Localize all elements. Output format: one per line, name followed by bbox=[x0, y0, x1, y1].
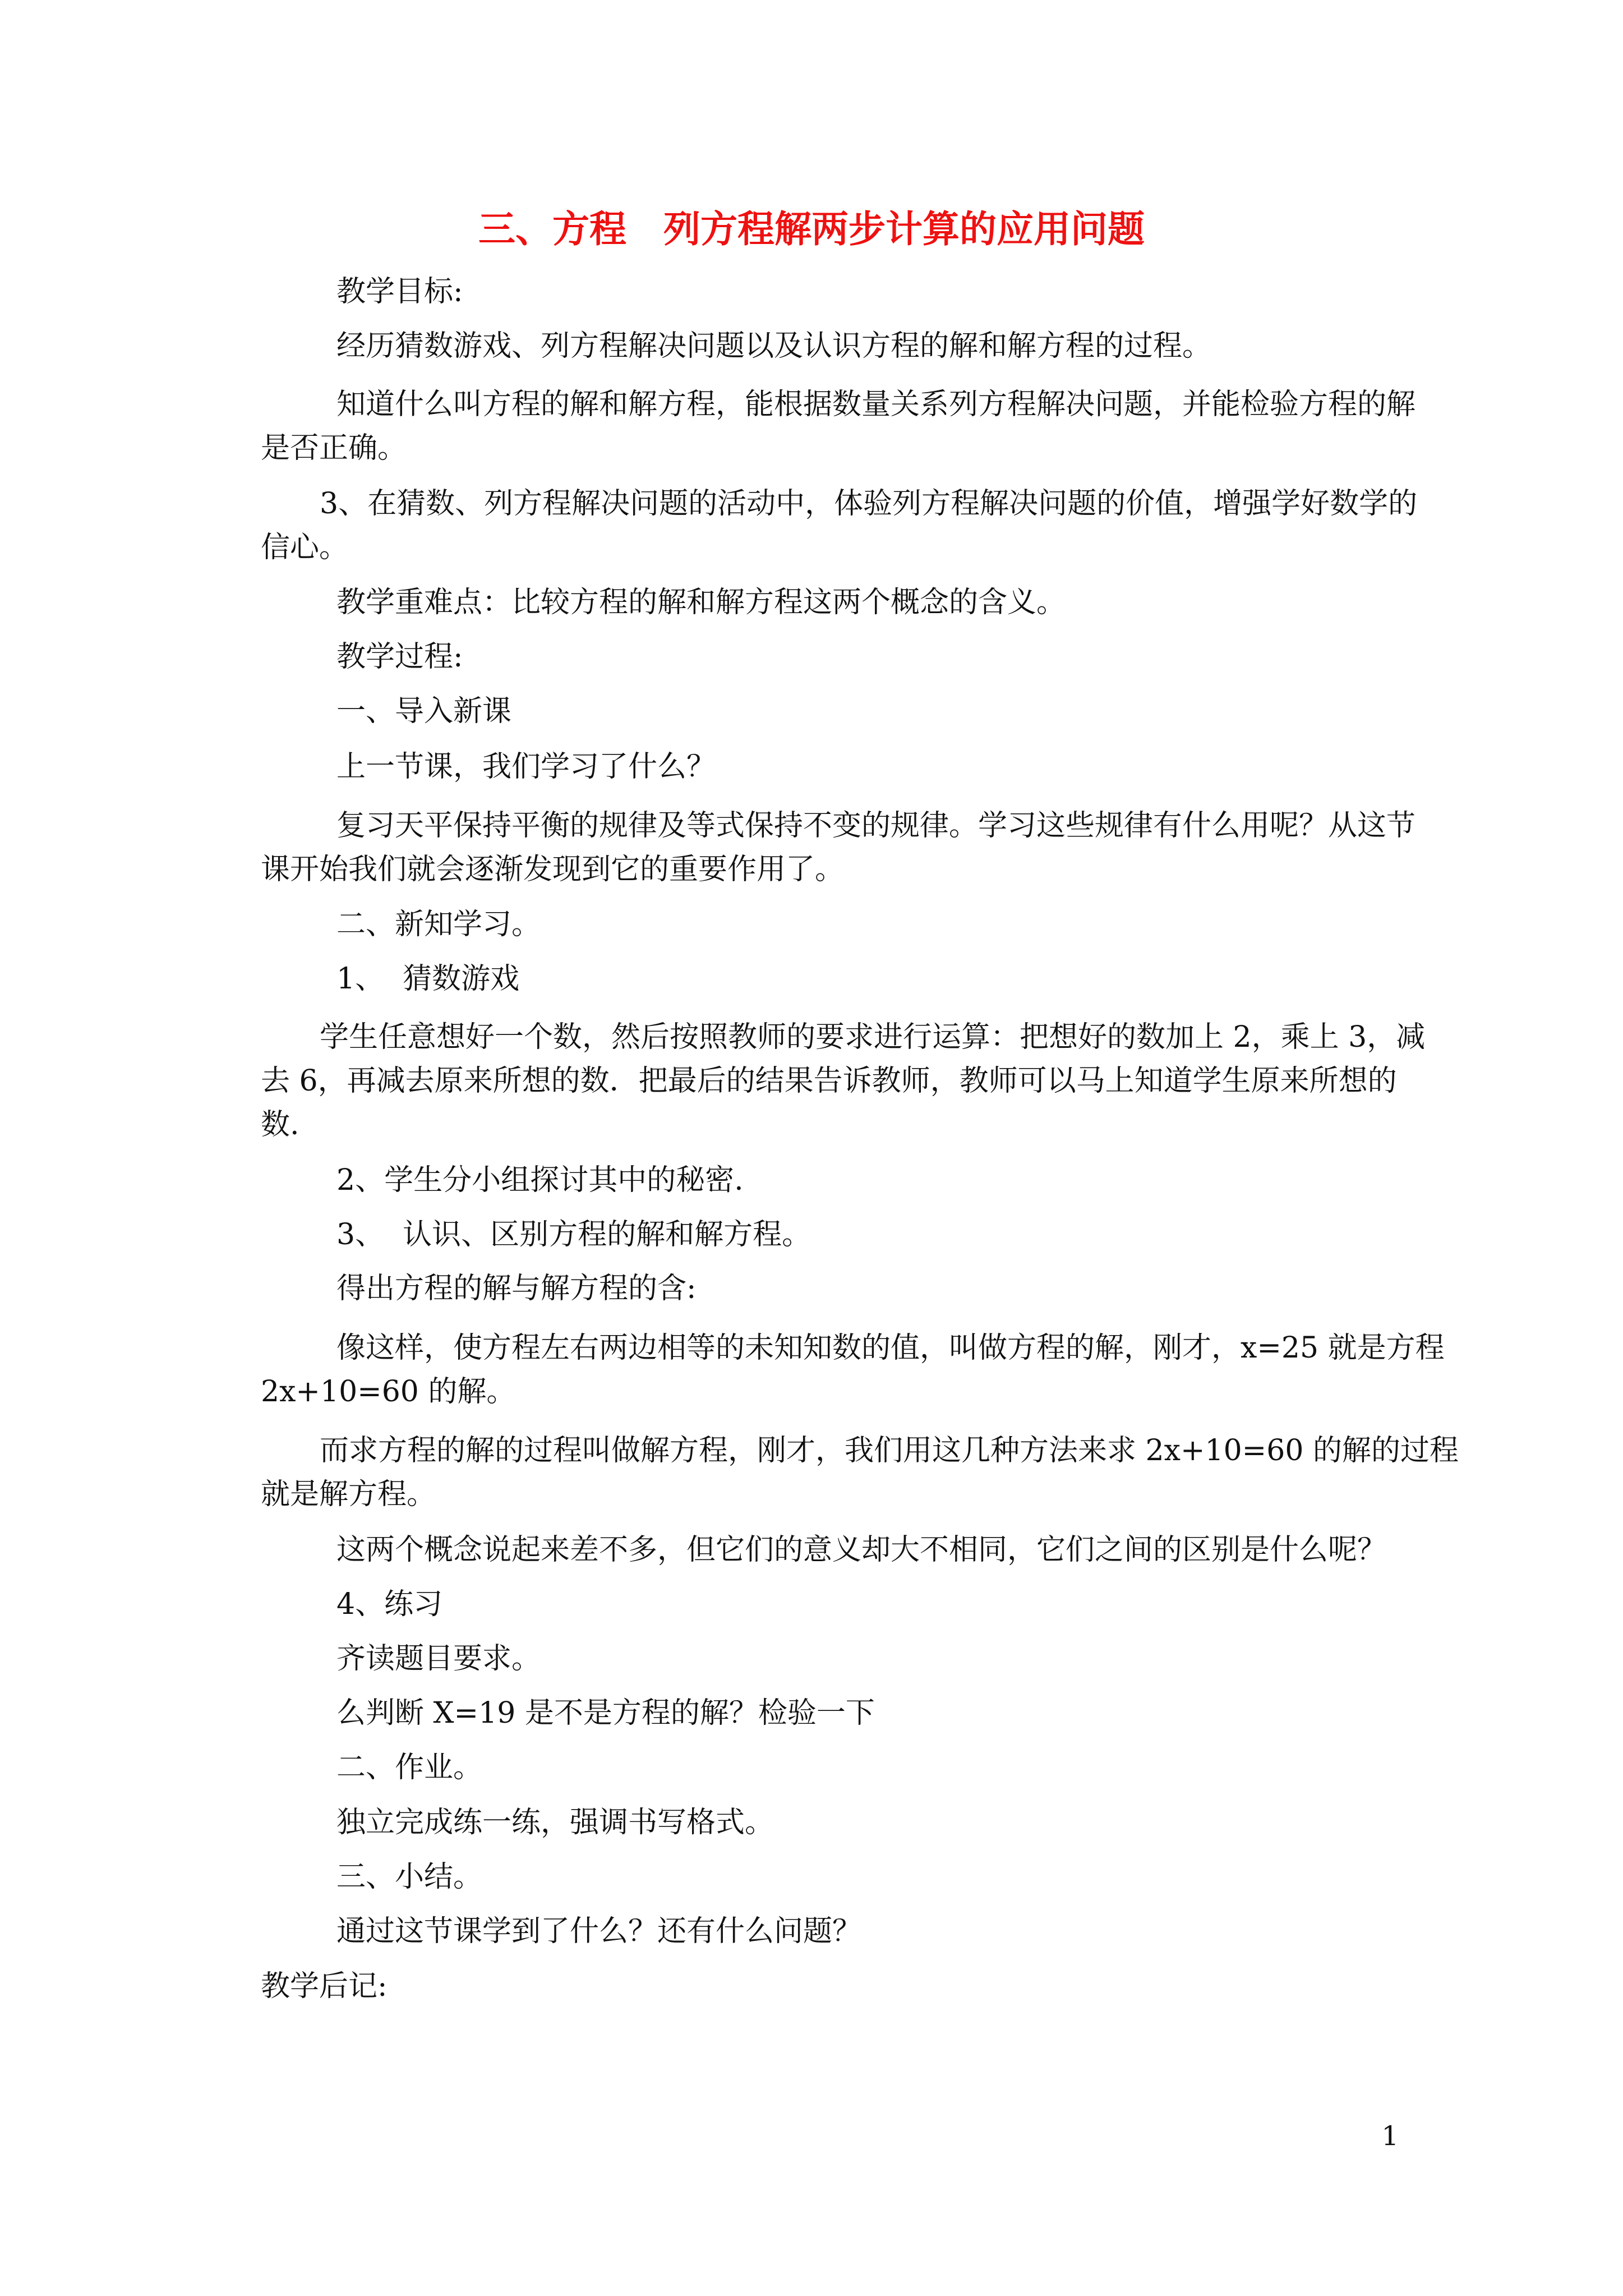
paragraph-line: 一、导入新课 bbox=[336, 694, 512, 728]
paragraph-line: 就是解方程。 bbox=[261, 1478, 436, 1511]
paragraph-line: 教学过程: bbox=[336, 640, 463, 674]
paragraph-line: 3、在猜数、列方程解决问题的活动中，体验列方程解决问题的价值，增强学好数学的 bbox=[320, 487, 1418, 521]
paragraph-line: 得出方程的解与解方程的含: bbox=[336, 1272, 697, 1305]
document-title: 三、方程 列方程解两步计算的应用问题 bbox=[478, 207, 1145, 251]
paragraph-line: 课开始我们就会逐渐发现到它的重要作用了。 bbox=[261, 853, 845, 886]
paragraph-line: 学生任意想好一个数，然后按照教师的要求进行运算：把想好的数加上 2，乘上 3，减 bbox=[320, 1020, 1426, 1054]
paragraph-line: 像这样，使方程左右两边相等的未知知数的值，叫做方程的解，刚才，x=25 就是方程 bbox=[336, 1331, 1445, 1365]
paragraph-line: 2x+10=60 的解。 bbox=[261, 1375, 516, 1409]
paragraph-line: 二、新知学习。 bbox=[336, 908, 541, 941]
paragraph-line: 3、 认识、区别方程的解和解方程。 bbox=[336, 1218, 811, 1251]
paragraph-line: 是否正确。 bbox=[261, 431, 407, 465]
paragraph-line: 独立完成练一练，强调书写格式。 bbox=[336, 1806, 774, 1839]
paragraph-line: 教学目标: bbox=[336, 275, 463, 309]
page-number: 1 bbox=[1381, 2120, 1399, 2152]
paragraph-line: 上一节课，我们学习了什么？ bbox=[336, 750, 716, 784]
paragraph-line: 么判断 X=19 是不是方程的解？检验一下 bbox=[336, 1696, 875, 1730]
paragraph-line: 通过这节课学到了什么？还有什么问题？ bbox=[336, 1915, 862, 1948]
paragraph-line: 4、练习 bbox=[336, 1588, 443, 1621]
paragraph-line: 教学后记: bbox=[261, 1970, 388, 2003]
paragraph-line: 知道什么叫方程的解和解方程，能根据数量关系列方程解决问题，并能检验方程的解 bbox=[336, 388, 1416, 421]
paragraph-line: 三、小结。 bbox=[336, 1860, 483, 1894]
paragraph-line: 2、学生分小组探讨其中的秘密. bbox=[336, 1163, 744, 1197]
paragraph-line: 信心。 bbox=[261, 531, 349, 564]
paragraph-line: 齐读题目要求。 bbox=[336, 1642, 541, 1676]
paragraph-line: 去 6，再减去原来所想的数．把最后的结果告诉教师，教师可以马上知道学生原来所想的 bbox=[261, 1064, 1397, 1098]
paragraph-line: 经历猜数游戏、列方程解决问题以及认识方程的解和解方程的过程。 bbox=[336, 329, 1212, 363]
paragraph-line: 1、 猜数游戏 bbox=[336, 962, 520, 996]
paragraph-line: 数. bbox=[261, 1108, 299, 1142]
paragraph-line: 复习天平保持平衡的规律及等式保持不变的规律。学习这些规律有什么用呢？从这节 bbox=[336, 809, 1416, 843]
paragraph-line: 二、作业。 bbox=[336, 1751, 483, 1784]
paragraph-line: 教学重难点：比较方程的解和解方程这两个概念的含义。 bbox=[336, 586, 1066, 619]
paragraph-line: 这两个概念说起来差不多，但它们的意义却大不相同，它们之间的区别是什么呢？ bbox=[336, 1533, 1387, 1567]
paragraph-line: 而求方程的解的过程叫做解方程，刚才，我们用这几种方法来求 2x+10=60 的解的过程 bbox=[320, 1434, 1459, 1467]
